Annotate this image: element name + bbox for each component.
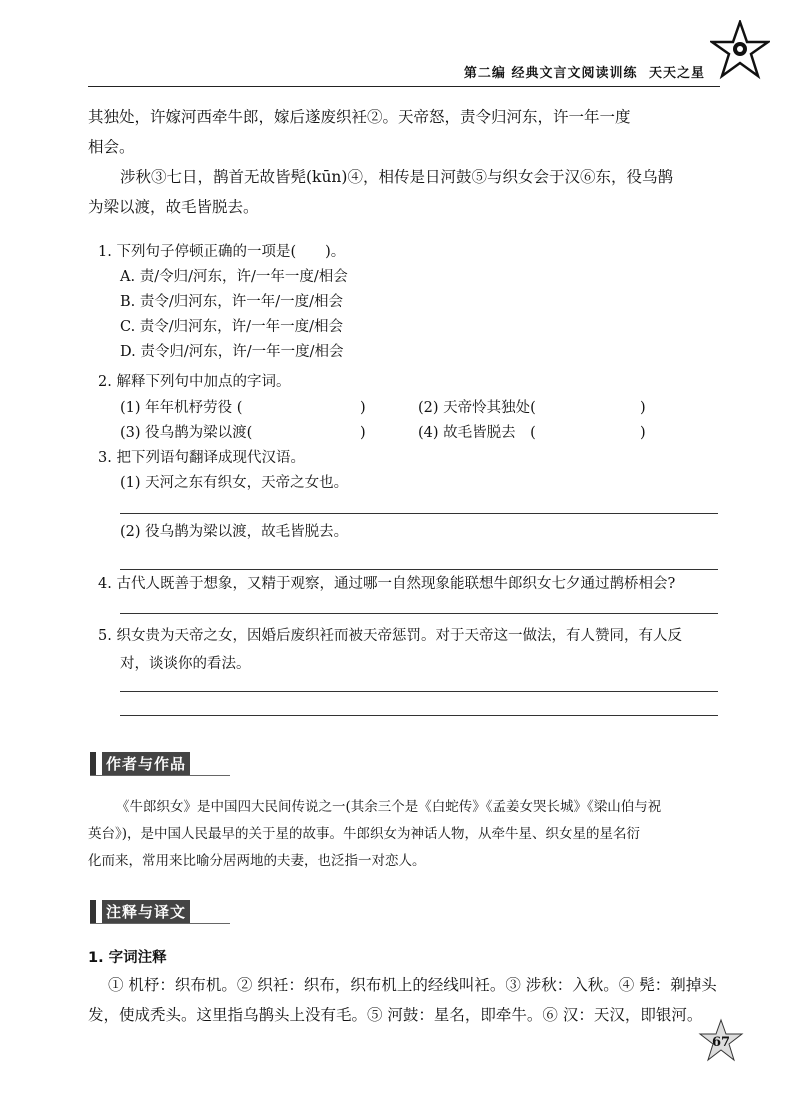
- notes-paragraph: [88, 970, 728, 1030]
- q2-item-label: (3) 役乌鹊为梁以渡(: [120, 425, 253, 441]
- question-1: [98, 240, 718, 365]
- section-header-notes: [90, 900, 210, 924]
- choice-a[interactable]: A. 责/令归/河东，许/一年一度/相会: [120, 269, 348, 285]
- q2-item-2: [418, 396, 536, 421]
- answer-line[interactable]: [120, 690, 718, 692]
- author-line: 《牛郎织女》是中国四大民间传说之一(其余三个是《白蛇传》《孟姜女哭长城》《梁山伯与祝: [116, 799, 662, 815]
- q2-blank-close[interactable]: ): [640, 400, 646, 416]
- question-4: [98, 572, 738, 597]
- question-stem: 4. 古代人既善于想象，又精于观察，通过哪一自然现象能联想牛郎织女七夕通过鹊桥相会?: [98, 576, 676, 592]
- section-bar: [90, 752, 96, 776]
- question-stem: 3. 把下列语句翻译成现代汉语。: [98, 450, 305, 466]
- question-stem: 1. 下列句子停顿正确的一项是( )。: [98, 244, 346, 260]
- answer-line[interactable]: [120, 568, 718, 570]
- section-bar: [90, 900, 96, 924]
- q2-item-label: (2) 天帝怜其独处(: [418, 400, 536, 416]
- q2-blank-close[interactable]: ): [640, 425, 646, 441]
- q2-blank-close[interactable]: ): [360, 400, 366, 416]
- question-5: [98, 622, 738, 678]
- q2-item-1: [120, 396, 242, 421]
- notes-line: ① 机杼：织布机。② 织衽：织布，织布机上的经线叫衽。③ 涉秋：入秋。④ 髡：剃掉头: [108, 976, 717, 994]
- question-2: [98, 370, 718, 395]
- author-line: 化而来，常用来比喻分居两地的夫妻，也泛指一对恋人。: [88, 853, 426, 869]
- page-number: 67: [711, 1035, 731, 1050]
- q2-item-4: [418, 421, 536, 446]
- author-paragraph: [88, 794, 728, 875]
- header-section: 第二编 经典文言文阅读训练: [463, 66, 638, 81]
- section-rule: [90, 923, 230, 924]
- q3-sentence-2: (2) 役乌鹊为梁以渡，故毛皆脱去。: [120, 524, 349, 540]
- choice-b[interactable]: B. 责令/归河东，许一年/一度/相会: [120, 294, 344, 310]
- section-header-author: [90, 752, 210, 776]
- q2-item-label: (4) 故毛皆脱去 (: [418, 425, 536, 441]
- answer-line[interactable]: [120, 512, 718, 514]
- passage-line: 为梁以渡，故毛皆脱去。: [88, 198, 259, 216]
- notes-line: 发，使成秃头。这里指乌鹊头上没有毛。⑤ 河鼓：星名，即牵牛。⑥ 汉：天汉，即银河。: [88, 1006, 703, 1024]
- passage-line: 涉秋③七日，鹊首无故皆髡(kūn)④，相传是日河鼓⑤与织女会于汉⑥东，役乌鹊: [120, 168, 673, 186]
- question-stem: 2. 解释下列句中加点的字词。: [98, 374, 291, 390]
- star-logo-icon: [710, 20, 770, 80]
- notes-subheading: 1. 字词注释: [88, 950, 167, 966]
- q3-sentence-1: (1) 天河之东有织女，天帝之女也。: [120, 475, 349, 491]
- header-rule: [88, 86, 720, 87]
- q2-item-label: (1) 年年机杼劳役 (: [120, 400, 243, 416]
- author-line: 英台》)，是中国人民最早的关于星的故事。牛郎织女为神话人物，从牵牛星、织女星的星名衍: [88, 826, 641, 842]
- question-stem-cont: 对，谈谈你的看法。: [120, 656, 251, 672]
- passage-line: 其独处，许嫁河西牵牛郎，嫁后遂废织衽②。天帝怒，责令归河东，许一年一度: [88, 108, 631, 126]
- choice-d[interactable]: D. 责令归/河东，许/一年一度/相会: [120, 344, 344, 360]
- passage-line: 相会。: [88, 138, 135, 156]
- section-rule: [90, 775, 230, 776]
- question-stem: 5. 织女贵为天帝之女，因婚后废织衽而被天帝惩罚。对于天帝这一做法，有人赞同，有人反: [98, 628, 682, 644]
- q2-blank-close[interactable]: ): [360, 425, 366, 441]
- answer-line[interactable]: [120, 612, 718, 614]
- answer-line[interactable]: [120, 714, 718, 716]
- question-3: [98, 446, 718, 496]
- passage-text: [88, 102, 728, 222]
- q2-item-3: [120, 421, 252, 446]
- running-header: [464, 62, 705, 81]
- header-brand: 天天之星: [648, 66, 705, 81]
- section-title: 注释与译文: [102, 900, 190, 924]
- section-title: 作者与作品: [102, 752, 190, 776]
- choice-c[interactable]: C. 责令/归河东，许/一年一度/相会: [120, 319, 343, 335]
